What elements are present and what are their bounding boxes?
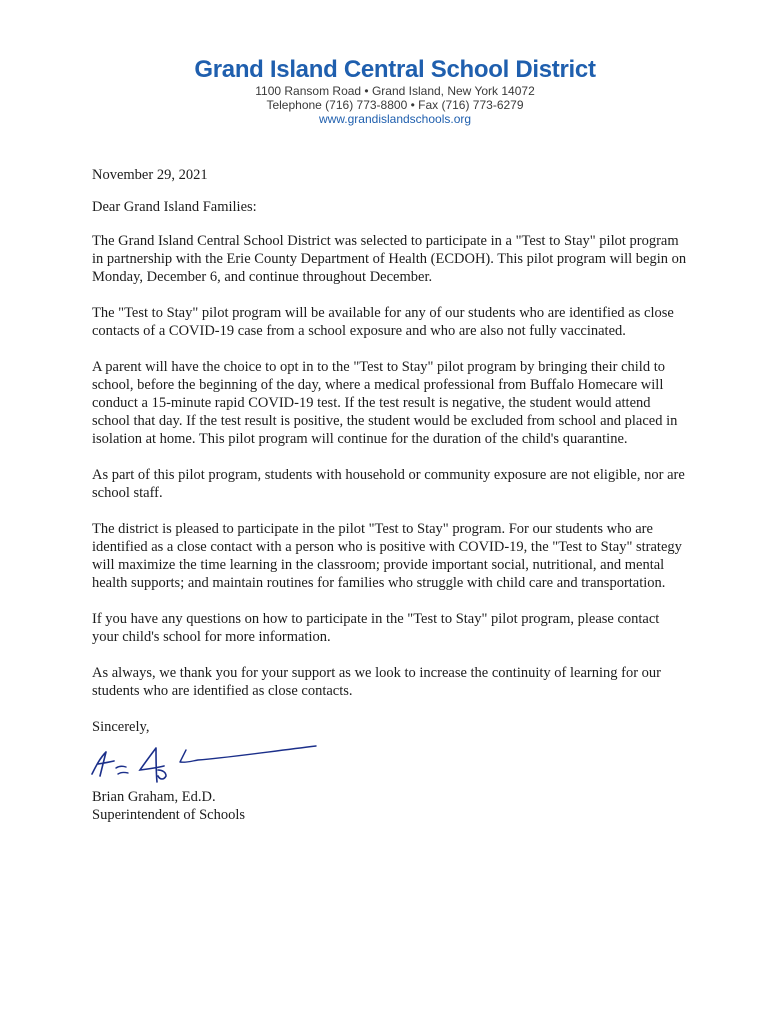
- signer-title: Superintendent of Schools: [92, 807, 246, 823]
- letter-closing: Sincerely,: [92, 719, 150, 735]
- letter-date: November 29, 2021: [92, 167, 208, 183]
- district-phone-fax: Telephone (716) 773-8800 • Fax (716) 773-6279: [266, 98, 524, 112]
- letter-paragraph: The district is pleased to participate in the pilot "Test to Stay" program. For our students who are identified as a close contact with a person who is positive with COVID-19, the "Test to Stay" strategy will maximize the time learning in the classroom; provide important social, nutritional, and mental health supports; and maintain routines for families who struggle with child care and transportation.: [92, 521, 682, 591]
- signer-name: Brian Graham, Ed.D.: [92, 789, 216, 805]
- district-address: 1100 Ransom Road • Grand Island, New York 14072: [255, 84, 535, 98]
- letter-paragraph: The Grand Island Central School District was selected to participate in a "Test to Stay" pilot program in partnership with the Erie County Department of Health (ECDOH). This pilot program will begin on Monday, December 6, and continue throughout December.: [92, 233, 687, 285]
- letter-body: [92, 166, 688, 824]
- letter-paragraph: The "Test to Stay" pilot program will be available for any of our students who are identified as close contacts of a COVID-19 case from a school exposure and who are also not fully vaccinated.: [92, 305, 674, 339]
- letterhead: [0, 56, 770, 126]
- district-website: www.grandislandschools.org: [318, 112, 472, 126]
- letter-paragraph: As always, we thank you for your support as we look to increase the continuity of learning for our students who are identified as close contacts.: [92, 665, 661, 699]
- handwritten-signature: [86, 736, 326, 786]
- letter-paragraph: A parent will have the choice to opt in to the "Test to Stay" pilot program by bringing their child to school, before the beginning of the day, where a medical professional from Buffalo Homecare will conduct a 15-minute rapid COVID-19 test. If the test result is negative, the student would attend school that day. If the test result is positive, the student would be excluded from school and placed in isolation at home. This pilot program will continue for the duration of the child's quarantine.: [92, 359, 678, 447]
- letter-greeting: Dear Grand Island Families:: [92, 199, 257, 215]
- letter-paragraph: As part of this pilot program, students with household or community exposure are not eligible, nor are school staff.: [92, 467, 685, 501]
- district-name: Grand Island Central School District: [194, 56, 596, 83]
- letter-paragraph: If you have any questions on how to participate in the "Test to Stay" pilot program, please contact your child's school for more information.: [92, 611, 660, 645]
